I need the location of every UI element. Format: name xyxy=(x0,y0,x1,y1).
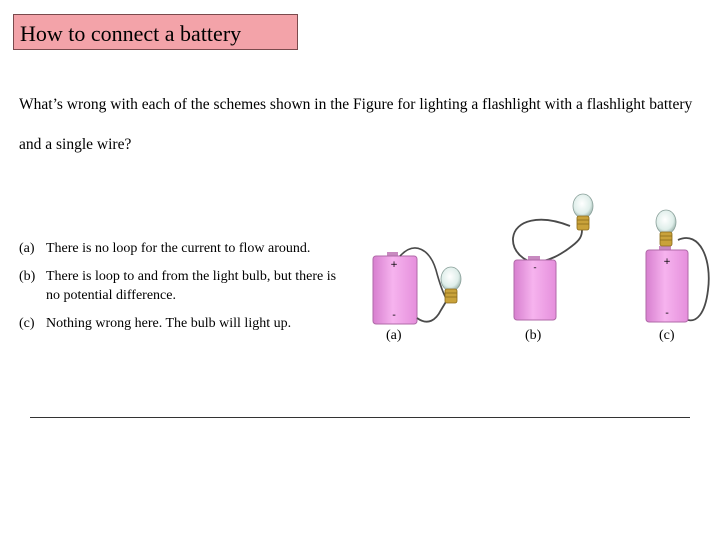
minus-sign: - xyxy=(665,308,669,319)
minus-sign: - xyxy=(533,263,537,273)
bulb-a xyxy=(441,267,461,303)
answer-label: (a) xyxy=(19,241,35,256)
question-text: What’s wrong with each of the schemes shown in the Figure for lighting a flashlight with a flashlight battery and a single wire? xyxy=(19,96,693,153)
answer-label: (b) xyxy=(19,269,36,284)
answer-label: (c) xyxy=(19,316,35,331)
slide-title: How to connect a battery xyxy=(20,21,242,46)
divider-line xyxy=(30,417,690,418)
bulb-c xyxy=(656,210,676,246)
wire-a xyxy=(417,300,447,322)
battery-a xyxy=(373,252,417,324)
battery-c xyxy=(646,246,688,322)
battery-b xyxy=(514,256,556,320)
plus-sign: + xyxy=(663,257,671,267)
bulb-b xyxy=(573,194,593,230)
answer-text: There is no loop for the current to flow around. xyxy=(46,241,311,256)
wire-b xyxy=(513,220,582,262)
answer-text: There is loop to and from the light bulb, but there is no potential difference. xyxy=(46,269,337,303)
answer-text: Nothing wrong here. The bulb will light up. xyxy=(46,316,292,331)
minus-sign: - xyxy=(392,310,396,321)
caption-c: (c) xyxy=(659,328,675,343)
plus-sign: + xyxy=(390,260,398,270)
caption-a: (a) xyxy=(386,328,402,343)
caption-b: (b) xyxy=(525,328,542,343)
